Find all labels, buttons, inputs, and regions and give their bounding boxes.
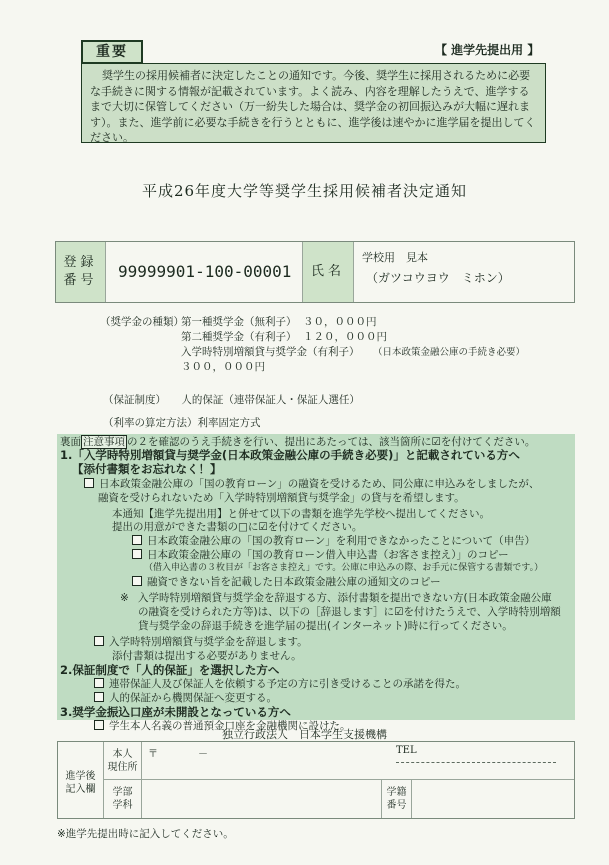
notes-tag: 注意事項: [83, 436, 125, 448]
section-3-item-1: 学生本人名義の普通預金口座を金融機関に設けた。: [94, 720, 351, 734]
name-label: 氏名: [302, 242, 354, 302]
name-cell: [352, 242, 574, 302]
footer-note: ※進学先提出時に記入してください。: [57, 828, 234, 840]
notice-box: 奨学生の採用候補者に決定したことの通知です。今後、奨学生に採用されるために必要な手続きに関する情報が記載されています。よく読み、内容を理解したうえで、進学するまで大切に保管してください（万一紛失した場合は、奨学金の初回振込みが大幅に遅れます）。また、進学前に必要な手続きを行うとともに、進学後は速やかに進学届を提出してください。: [81, 63, 546, 143]
student-name: 学校用 見本: [362, 251, 428, 264]
student-number-field[interactable]: [412, 780, 574, 818]
scholarship-types: [100, 315, 543, 375]
interest-row: [103, 415, 261, 430]
section-1-title: 1.「入学時特別増額貸与奨学金(日本政策金融公庫の手続き必要)」と記載されている方へ: [60, 448, 520, 462]
checkbox[interactable]: [132, 535, 142, 545]
section-1-note-b: 提出の用意ができた書類の□に☑を付けてください。: [112, 521, 363, 533]
kome-text-b: の融資を受けられた方等)は、以下の［辞退します］に☑を付けたうえで、入学時特別増額: [138, 606, 561, 618]
tel-label: TEL: [396, 745, 417, 756]
decline-item: 入学時特別増額貸与奨学金を辞退します。: [94, 636, 308, 650]
document-item-2-note: （借入申込書の３枚目が「お客さま控え」です。公庫に申込みの際、お手元に保管する書類です。）: [144, 563, 544, 573]
kome-text-c: 貸与奨学金の辞退手続きを進学届の提出(インターネット)時に行ってください。: [138, 620, 513, 632]
section-1-item-1-cont: 融資を受けられないため「入学時特別増額貸与奨学金」の貸与を希望します。: [98, 492, 465, 504]
document-item-2: 日本政策金融公庫の「国の教育ローン借入申込書（お客さま控え）」のコピー: [132, 549, 509, 563]
checkbox[interactable]: [94, 636, 104, 646]
document-title: 平成26年度大学等奨学生採用候補者決定通知: [141, 182, 468, 200]
guarantee-value: 人的保証（連帯保証人・保証人選任）: [181, 394, 360, 406]
registration-table: [55, 241, 575, 303]
tel-underline: [396, 762, 556, 763]
postal-mark: 〒: [148, 749, 158, 760]
kome-text-a: 入学時特別増額貸与奨学金を辞退する方、添付書類を提出できない方(日本政策金融公庫: [138, 592, 552, 604]
student-number-label: 学籍 番号: [382, 780, 412, 818]
scholarship-amount-2: １２０，０００円: [303, 331, 387, 343]
scholarship-amount-1: ３０，０００円: [303, 316, 377, 328]
checkbox[interactable]: [132, 576, 142, 586]
document-item-3: 融資できない旨を記載した日本政策金融公庫の通知文のコピー: [132, 576, 441, 590]
decline-note: 添付書類は提出する必要がありません。: [112, 650, 302, 662]
organization-name: 独立行政法人 日本学生支援機構: [222, 728, 387, 741]
entry-table: [57, 741, 575, 819]
checkbox[interactable]: [132, 549, 142, 559]
section-2-item-2: 人的保証から機関保証へ変更する。: [94, 692, 277, 706]
important-label: 重要: [81, 40, 143, 64]
kome-mark: ※: [120, 592, 129, 604]
section-1-item-1: 日本政策金融公庫の「国の教育ローン」の融資を受けるため、同公庫に申込みをしましたが、: [84, 478, 539, 492]
interest-value: 利率固定方式: [197, 417, 261, 429]
scholarship-type-2: 第二種奨学金（有利子）: [181, 331, 297, 343]
entry-section-label: 進学後 記入欄: [58, 742, 104, 818]
interest-label: （利率の算定方法）: [103, 417, 198, 429]
registration-number-label: 登録 番号: [56, 242, 106, 302]
section-3-title: 3.奨学金振込口座が未開設となっている方へ: [60, 705, 291, 719]
scholarship-type-label: （奨学金の種類）: [100, 316, 184, 328]
postal-dash: －: [198, 749, 208, 760]
scholarship-type-1: 第一種奨学金（無利子）: [181, 316, 297, 328]
address-field[interactable]: [142, 742, 574, 780]
scholarship-amount-3: ３００，０００円: [181, 361, 265, 373]
registration-number: 99999901-100-00001: [118, 262, 292, 281]
student-name-kana: （ガツコウヨウ ミホン）: [366, 271, 510, 285]
section-1-note-a: 本通知【進学先提出用】と併せて以下の書類を進学先学校へ提出してください。: [112, 508, 490, 520]
checkbox[interactable]: [84, 478, 94, 488]
section-2-title: 2.保証制度で「人的保証」を選択した方へ: [60, 663, 280, 677]
submission-tag: 【 進学先提出用 】: [435, 43, 540, 57]
address-label: 本人 現住所: [104, 742, 142, 780]
section-1-subtitle: 【添付書類をお忘れなく！】: [72, 462, 222, 476]
faculty-label: 学部 学科: [104, 780, 142, 818]
document-item-1: 日本政策金融公庫の「国の教育ローン」を利用できなかったことについて（申告）: [132, 535, 535, 549]
checkbox[interactable]: [94, 678, 104, 688]
scholarship-type-3-note: （日本政策金融公庫の手続き必要）: [373, 347, 526, 358]
guarantee-label: （保証制度）: [103, 394, 166, 406]
checkbox[interactable]: [94, 692, 104, 702]
section-2-item-1: 連帯保証人及び保証人を依頼する予定の方に引き受けることの承諾を得た。: [94, 678, 466, 692]
instructions-intro: 裏面 注意事項 の２を確認のうえ手続きを行い、提出にあたっては、該当箇所に☑を付けてください。: [60, 436, 536, 448]
faculty-field[interactable]: [142, 780, 382, 818]
scholarship-type-3: 入学時特別増額貸与奨学金（有利子）: [181, 346, 360, 358]
guarantee-row: [103, 392, 360, 407]
